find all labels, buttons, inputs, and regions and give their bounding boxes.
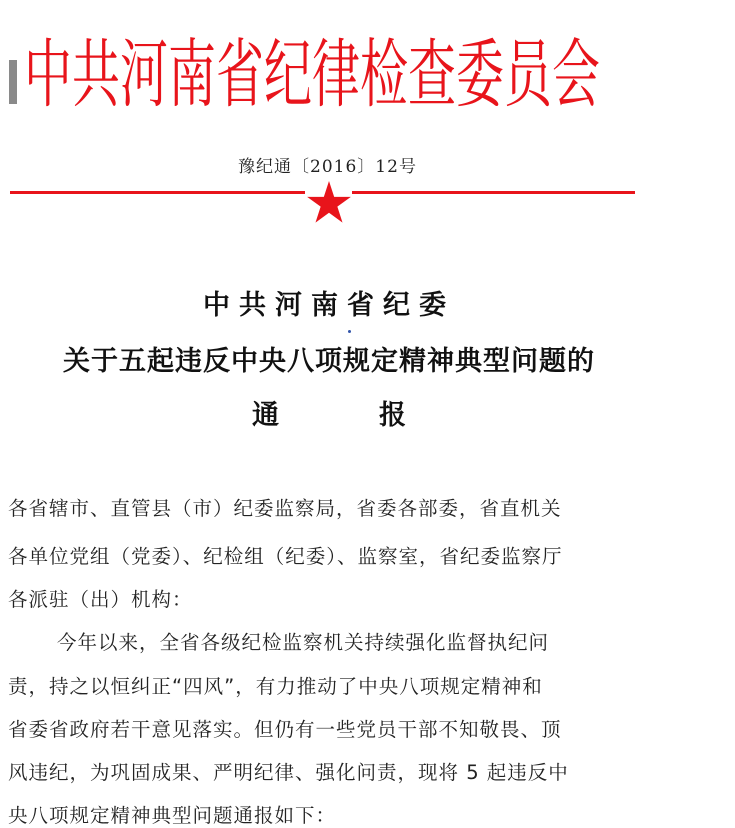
- stray-dot: [348, 330, 351, 333]
- red-divider-left: [10, 191, 305, 194]
- document-number: 豫纪通〔2016〕12号: [238, 157, 417, 177]
- left-margin-mark: [9, 60, 17, 104]
- paragraph-line-1: 今年以来，全省各级纪检监察机关持续强化监督执纪问: [57, 631, 550, 654]
- addressee-line-3: 各派驻（出）机构：: [8, 588, 193, 611]
- red-star-icon: [307, 181, 351, 223]
- paragraph-line-3: 省委省政府若干意见落实。但仍有一些党员干部不知敬畏、顶: [8, 718, 562, 741]
- title-notice-char-1: 通: [252, 400, 279, 431]
- paragraph-line-4: 风违纪，为巩固成果、严明纪律、强化问责，现将 5 起违反中: [8, 761, 569, 784]
- masthead-title: 中共河南省纪律检查委员会: [24, 31, 601, 119]
- paragraph-line-5: 央八项规定精神典型问题通报如下：: [8, 804, 337, 827]
- title-line-subject: 关于五起违反中央八项规定精神典型问题的: [63, 346, 595, 377]
- title-line-issuer: 中共河南省纪委: [203, 290, 455, 321]
- red-divider-right: [352, 191, 635, 194]
- title-notice-char-2: 报: [379, 400, 406, 431]
- paragraph-line-2: 责，持之以恒纠正“四风”，有力推动了中央八项规定精神和: [8, 675, 543, 698]
- addressee-line-2: 各单位党组（党委）、纪检组（纪委）、监察室，省纪委监察厅: [8, 545, 563, 568]
- title-line-notice: [0, 393, 658, 432]
- addressee-line-1: 各省辖市、直管县（市）纪委监察局，省委各部委，省直机关: [8, 497, 562, 520]
